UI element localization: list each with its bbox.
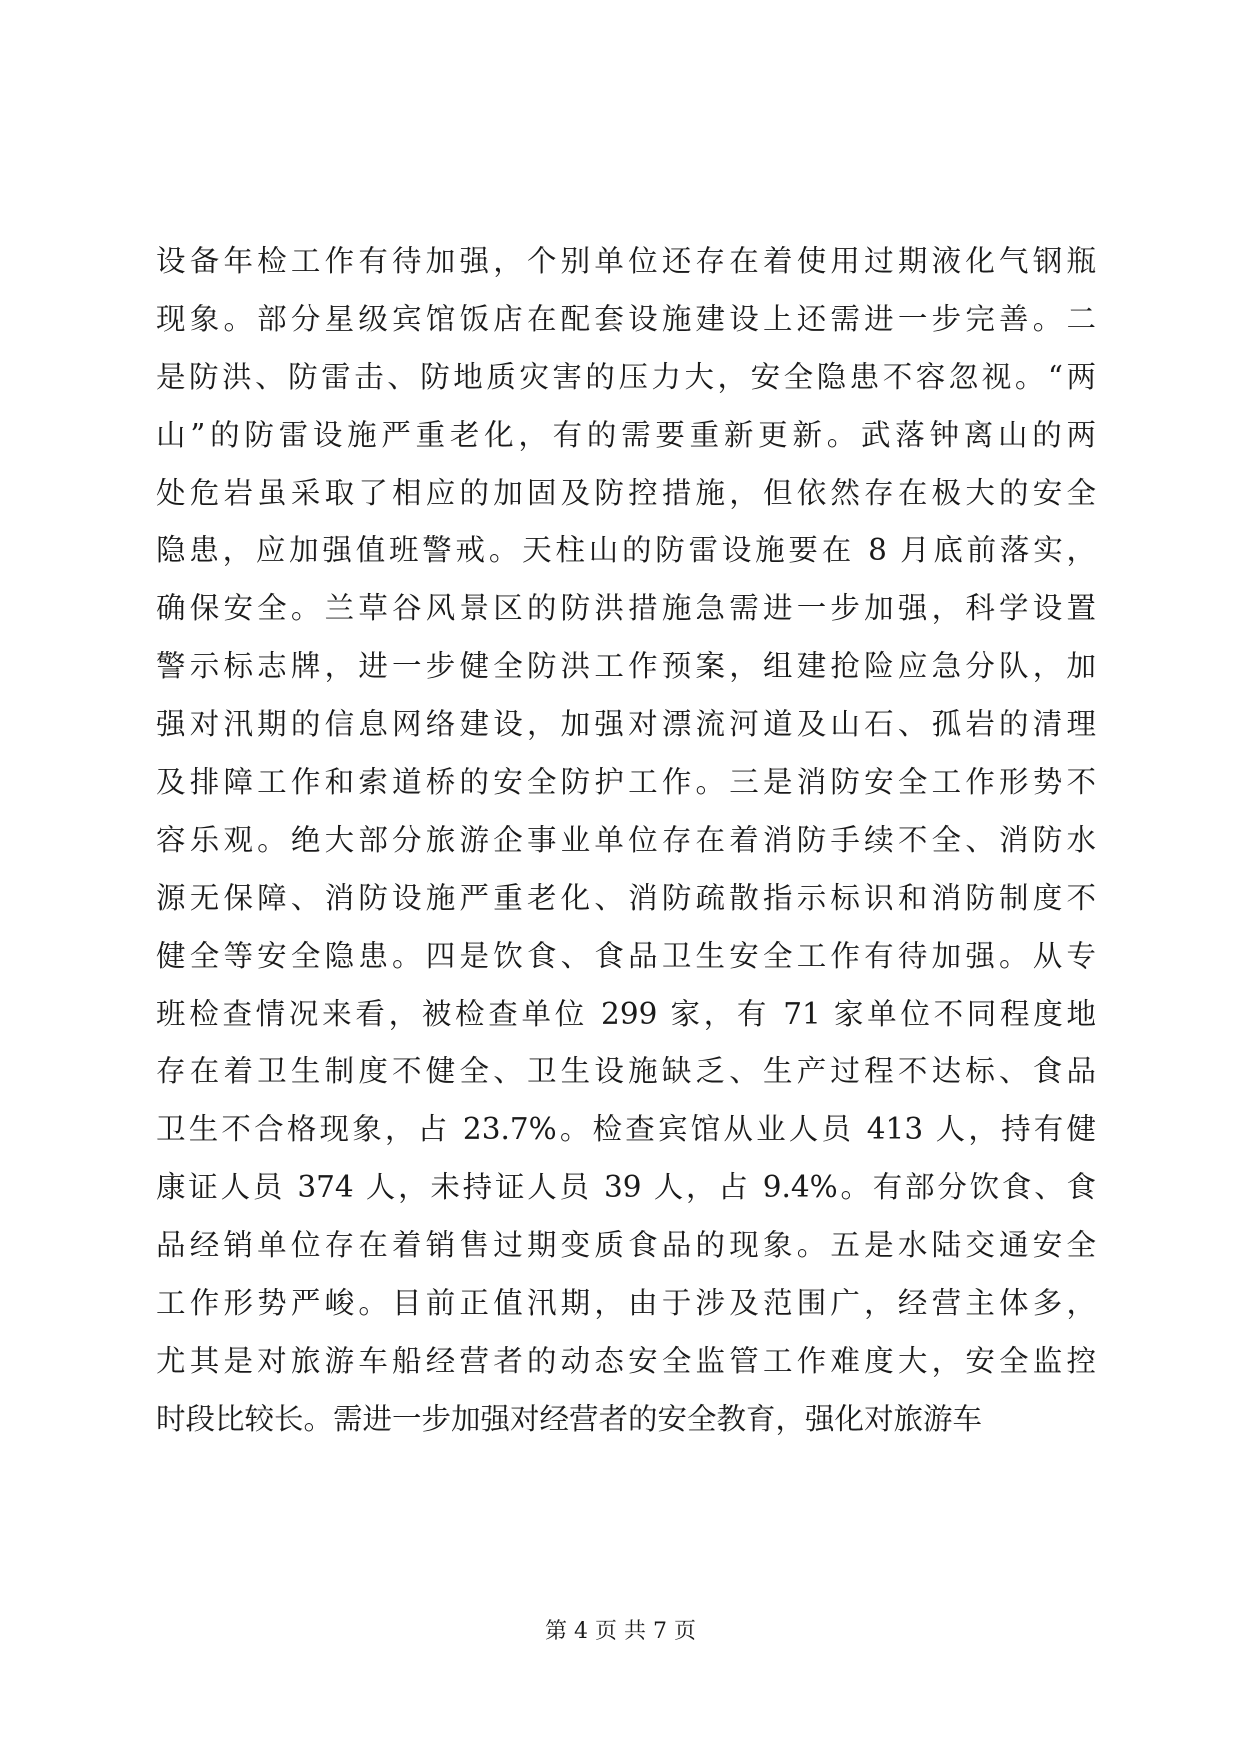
text-line: 强对汛期的信息网络建设，加强对漂流河道及山石、孤岩的清理 bbox=[156, 707, 1096, 742]
text-line: 警示标志牌，进一步健全防洪工作预案，组建抢险应急分队，加 bbox=[156, 649, 1096, 684]
page-number-footer: 第 4 页 共 7 页 bbox=[545, 1619, 696, 1644]
text-line: 卫生不合格现象，占 23.7%。检查宾馆从业人员 413 人，持有健 bbox=[156, 1112, 1096, 1147]
text-line: 容乐观。绝大部分旅游企事业单位存在着消防手续不全、消防水 bbox=[156, 822, 1096, 857]
text-line: 处危岩虽采取了相应的加固及防控措施，但依然存在极大的安全 bbox=[156, 475, 1096, 510]
text-line: 康证人员 374 人，未持证人员 39 人，占 9.4%。有部分饮食、食 bbox=[156, 1170, 1096, 1205]
text-line: 及排障工作和索道桥的安全防护工作。三是消防安全工作形势不 bbox=[156, 765, 1096, 800]
text-line: 现象。部分星级宾馆饭店在配套设施建设上还需进一步完善。二 bbox=[156, 301, 1096, 336]
text-line: 班检查情况来看，被检查单位 299 家，有 71 家单位不同程度地 bbox=[156, 996, 1096, 1031]
text-line: 品经销单位存在着销售过期变质食品的现象。五是水陆交通安全 bbox=[156, 1228, 1096, 1263]
text-line: 山”的防雷设施严重老化，有的需要重新更新。武落钟离山的两 bbox=[156, 417, 1096, 452]
text-line: 存在着卫生制度不健全、卫生设施缺乏、生产过程不达标、食品 bbox=[156, 1054, 1096, 1089]
text-line: 隐患，应加强值班警戒。天柱山的防雷设施要在 8 月底前落实， bbox=[156, 533, 1096, 568]
text-line: 确保安全。兰草谷风景区的防洪措施急需进一步加强，科学设置 bbox=[156, 591, 1096, 626]
text-line: 工作形势严峻。目前正值汛期，由于涉及范围广，经营主体多， bbox=[156, 1286, 1096, 1321]
text-line: 尤其是对旅游车船经营者的动态安全监管工作难度大，安全监控 bbox=[156, 1343, 1096, 1378]
text-line: 设备年检工作有待加强，个别单位还存在着使用过期液化气钢瓶 bbox=[156, 244, 1096, 278]
text-line: 时段比较长。需进一步加强对经营者的安全教育，强化对旅游车 bbox=[156, 1401, 983, 1436]
text-line: 源无保障、消防设施严重老化、消防疏散指示标识和消防制度不 bbox=[156, 880, 1096, 915]
text-line: 健全等安全隐患。四是饮食、食品卫生安全工作有待加强。从专 bbox=[156, 938, 1096, 973]
text-line: 是防洪、防雷击、防地质灾害的压力大，安全隐患不容忽视。“两 bbox=[156, 359, 1096, 394]
body-text bbox=[156, 233, 1096, 1449]
